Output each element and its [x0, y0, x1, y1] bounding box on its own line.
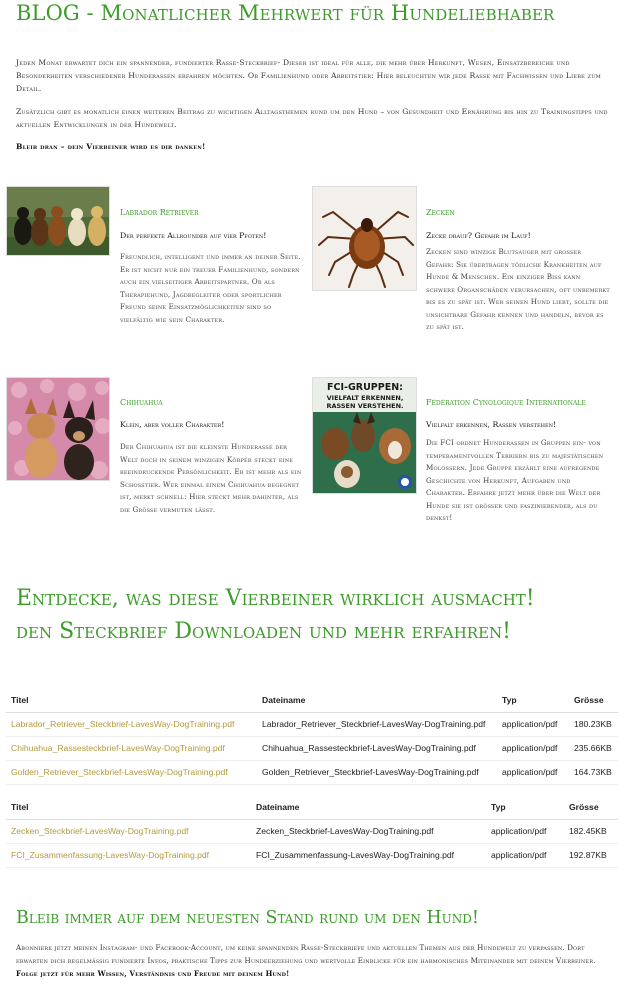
file-size: 180.23KB — [569, 712, 618, 736]
fci-image-caption-3: RASSEN VERSTEHEN. — [326, 402, 404, 410]
chihuahua-image[interactable] — [6, 377, 110, 481]
file-link[interactable]: Golden_Retriever_Steckbrief-LavesWay-DogTraining.pdf — [6, 760, 257, 784]
footer-text-cta: Folge jetzt für mehr Wissen, Verständnis und Freude mit deinem Hund! — [16, 969, 290, 978]
file-link[interactable]: Labrador_Retriever_Steckbrief-LavesWay-DogTraining.pdf — [6, 712, 257, 736]
fci-image-caption-1: FCI-GRUPPEN: — [327, 382, 403, 393]
file-name: Labrador_Retriever_Steckbrief-LavesWay-DogTraining.pdf — [257, 712, 497, 736]
page-title: BLOG - Monatlicher Mehrwert für Hundeliebhaber — [16, 1, 555, 25]
table-header-row — [6, 795, 618, 819]
column-header-groesse: Grösse — [569, 688, 618, 712]
table-row — [6, 843, 618, 867]
file-type: application/pdf — [497, 712, 569, 736]
file-name: Zecken_Steckbrief-LavesWay-DogTraining.pdf — [251, 819, 486, 843]
footer-text — [16, 941, 611, 980]
column-header-groesse: Grösse — [564, 795, 618, 819]
file-size: 164.73KB — [569, 760, 618, 784]
file-type: application/pdf — [497, 760, 569, 784]
table-row — [6, 712, 618, 736]
card-subtitle-chihuahua: Klein, aber voller Charakter! — [120, 420, 225, 429]
card-text-zecken: Zecken sind winzige Blutsauger mit großer Gefahr: Sie übertragen tödliche Krankheiten auf Hunde & Menschen. Ein einziger Biss kann schwere Organschäden verursachen, oft unbemerkt bis es zu spät ist. Wer seinen Hund liebt, sollte die unsichtbare Gefahr kennen und handeln, bevor es zu spät ist. — [426, 247, 610, 331]
file-name: Golden_Retriever_Steckbrief-LavesWay-DogTraining.pdf — [257, 760, 497, 784]
download-heading-line-1: Entdecke, was diese Vierbeiner wirklich ausmacht! — [16, 586, 535, 611]
file-type: application/pdf — [486, 819, 564, 843]
column-header-typ: Typ — [486, 795, 564, 819]
file-size: 182.45KB — [564, 819, 618, 843]
table-header-row — [6, 688, 618, 712]
card-title-chihuahua[interactable]: Chihuahua — [120, 398, 163, 407]
card-text-fci: Die FCI ordnet Hunderassen in Gruppen ein- von temperamentvollen Terriern bis zu majestätischen Molossern. Jede Gruppe erzählt eine aufregende Geschichte von Herkunft, Aufgaben und Charakter. Erfahre jetzt mehr über die Welt der Hunde sie ist größer und faszinierender, als du denkst! — [426, 438, 604, 522]
intro-paragraph-1: Jeden Monat erwartet dich ein spannender, fundierter Rasse-Steckbrief- Dieser ist ideal für alle, die mehr über Herkunft, Wesen, Einsatzbereiche und Besonderheiten verschiedener Hunderassen erfahren möchten. Ob Familienhund oder Arbeitstier: Hier beleuchten wir jede Rasse mit Fachwissen und Liebe zum Detail. — [16, 58, 601, 93]
fci-image[interactable] — [312, 377, 417, 494]
file-type: application/pdf — [497, 736, 569, 760]
file-size: 192.87KB — [564, 843, 618, 867]
card-text-chihuahua: Der Chihuahua ist die kleinste Hunderasse der Welt doch in seinem winzigen Körper steckt eine beeindruckende Persönlichkeit. Er ist mehr als ein Schoßtier. Wer einmal einem Chihuahua begegnet ist, merkt schnell: Hier steckt mehr dahinter, als die Größe vermuten lässt. — [120, 442, 302, 514]
card-subtitle-fci: Vielfalt erkennen, Rassen verstehen! — [426, 420, 557, 429]
table-row — [6, 736, 618, 760]
download-heading-line-2: den Steckbrief Downloaden und mehr erfahren! — [16, 619, 511, 644]
column-header-dateiname: Dateiname — [251, 795, 486, 819]
file-link[interactable]: Zecken_Steckbrief-LavesWay-DogTraining.pdf — [6, 819, 251, 843]
table-row — [6, 760, 618, 784]
labrador-image[interactable] — [6, 186, 110, 256]
table-row — [6, 819, 618, 843]
file-name: FCI_Zusammenfassung-LavesWay-DogTraining.pdf — [251, 843, 486, 867]
file-size: 235.66KB — [569, 736, 618, 760]
file-type: application/pdf — [486, 843, 564, 867]
file-link[interactable]: FCI_Zusammenfassung-LavesWay-DogTraining.pdf — [6, 843, 251, 867]
card-title-fci[interactable]: Fédération Cynologique Internationale — [426, 398, 586, 407]
download-table-1 — [6, 688, 618, 785]
card-text-labrador: Freundlich, intelligent und immer an deiner Seite. Er ist nicht nur ein treuer Familienhund, sondern auch ein vielseitiger Arbeitspartner. Ob als Therapiehund, Jagdbegleiter oder sportlicher Freund seine Einsatzmöglichkeiten sind so vielfältig wie sein Charakter. — [120, 252, 301, 324]
file-name: Chihuahua_Rassesteckbrief-LavesWay-DogTraining.pdf — [257, 736, 497, 760]
card-subtitle-zecken: Zecke drauf? Gefahr im Lauf! — [426, 231, 531, 240]
file-link[interactable]: Chihuahua_Rassesteckbrief-LavesWay-DogTraining.pdf — [6, 736, 257, 760]
fci-image-caption-2: VIELFALT ERKENNEN, — [326, 394, 404, 402]
card-title-zecken[interactable]: Zecken — [426, 208, 455, 217]
column-header-titel: Titel — [6, 688, 257, 712]
download-table-2 — [6, 795, 618, 868]
tick-image[interactable] — [312, 186, 417, 291]
card-title-labrador[interactable]: Labrador Retriever — [120, 208, 199, 217]
intro-paragraph-2: Zusätzlich gibt es monatlich einen weiteren Beitrag zu wichtigen Alltagsthemen rund um den Hund – von Gesundheit und Ernährung bis hin zu Trainingstipps und aktuellen Entwicklungen in der Hundewelt. — [16, 107, 608, 129]
intro-paragraph-3: Bleib dran – dein Vierbeiner wird es dir danken! — [16, 142, 206, 151]
column-header-typ: Typ — [497, 688, 569, 712]
footer-heading: Bleib immer auf dem neuesten Stand rund um den Hund! — [16, 908, 479, 928]
card-subtitle-labrador: Der perfekte Allrounder auf vier Pfoten! — [120, 231, 267, 240]
footer-text-body: Abonniere jetzt meinen Instagram- und Facebook-Account, um keine spannenden Rasse-Steckbriefe und aktuellen Themen aus der Hundewelt zu verpassen. Dort erwarten dich regelmäßig fundierte Infos, praktische Tipps zur Hundeerziehung und wertvolle Einblicke für ein harmonisches Miteinander mit deinem Vierbeiner. — [16, 943, 596, 965]
column-header-dateiname: Dateiname — [257, 688, 497, 712]
column-header-titel: Titel — [6, 795, 251, 819]
